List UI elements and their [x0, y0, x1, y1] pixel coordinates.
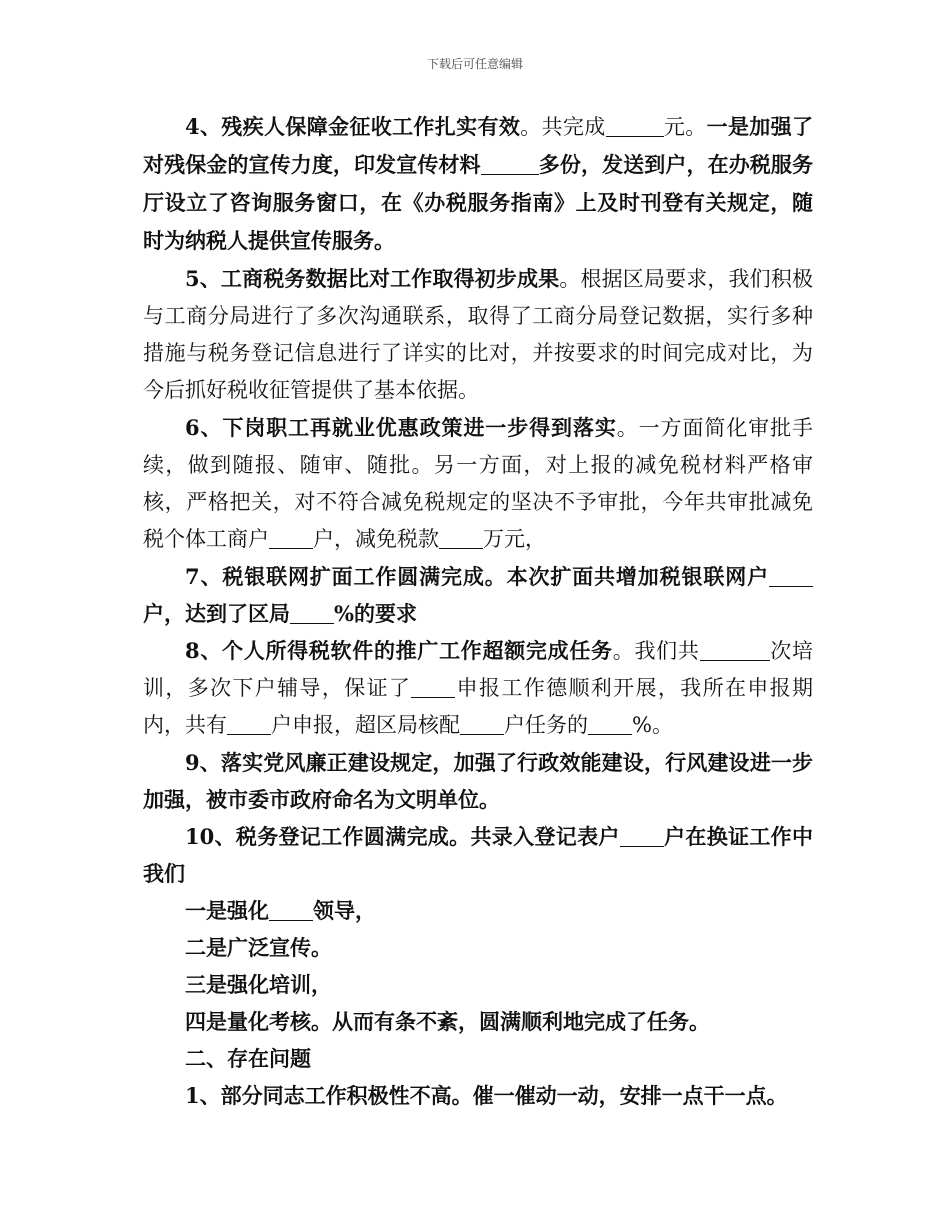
blank-field [269, 527, 313, 549]
blank-field [700, 639, 770, 661]
list-item-3: 三是强化培训， [185, 972, 332, 997]
blank-field [481, 153, 539, 175]
paragraph-6-lead: 6、下岗职工再就业优惠政策进一步得到落实 [185, 415, 617, 440]
paragraph-8-text-6: %。 [632, 713, 673, 737]
paragraph-4 [143, 108, 813, 260]
blank-field [439, 527, 483, 549]
list-item-2: 二是广泛宣传。 [185, 935, 332, 960]
paragraph-4-text-2: 元。 [663, 115, 707, 139]
list-item-1-text-b: 领导， [313, 898, 376, 923]
page-header: 下载后可任意编辑 [426, 57, 523, 71]
paragraph-9: 9、落实党风廉正建设规定，加强了行政效能建设，行风建设进一步加强，被市委市政府命名为文明单位。 [143, 750, 813, 812]
paragraph-10-text-1: 10、税务登记工作圆满完成。共录入登记表户 [185, 824, 620, 849]
document-body [143, 108, 813, 1114]
blank-field [411, 676, 455, 698]
paragraph-7-text-1: 7、税银联网扩面工作圆满完成。本次扩面共增加税银联网户 [185, 564, 769, 589]
paragraph-8-text-1: 。我们共 [612, 639, 700, 663]
paragraph-4-lead: 4、残疾人保障金征收工作扎实有效 [185, 114, 521, 139]
paragraph-6 [143, 409, 813, 558]
paragraph-4-text-1: 。共完成 [520, 115, 606, 139]
paragraph-7-text-3: %的要求 [334, 601, 417, 626]
section-heading-problems: 二、存在问题 [185, 1046, 311, 1071]
paragraph-4-text-4: 多份，发送到户，在办税服务厅设立了咨询服务窗口，在《办税服务指南》上及时刊登有关规定，随时为纳税人提供宣传服务。 [143, 152, 814, 253]
paragraph-5-lead: 5、工商税务数据比对工作取得初步成果 [185, 266, 560, 291]
list-item-1-text-a: 一是强化 [185, 898, 269, 923]
blank-field [290, 602, 334, 624]
paragraph-10 [143, 818, 813, 892]
paragraph-4-text-3: 一是加强了对残保金的宣传力度，印发宣传材料 [143, 114, 813, 177]
blank-field [606, 115, 664, 137]
list-item-1 [143, 892, 813, 929]
paragraph-6-text-1: 。一方面简化审批手续，做到随报、随审、随批。另一方面，对上报的减免税材料严格审核，严格把关，对不符合减免税规定的坚决不予审批，今年共审批减免税个体工商户 [143, 416, 813, 551]
paragraph-6-text-3: 万元， [483, 527, 546, 551]
paragraph-8-text-4: 户申报，超区局核配 [271, 713, 460, 737]
paragraph-8-text-2: 次培训，多次下户辅导，保证了 [143, 639, 813, 700]
problem-item-1: 1、部分同志工作积极性不高。催一催动一动，安排一点干一点。 [185, 1083, 788, 1108]
paragraph-7 [143, 558, 813, 632]
blank-field [769, 565, 813, 587]
list-item-4: 四是量化考核。从而有条不紊，圆满顺利地完成了任务。 [185, 1009, 710, 1034]
blank-field [460, 713, 504, 735]
paragraph-10-text-2: 户在换证工作中我们 [143, 824, 813, 886]
paragraph-6-text-2: 户，减免税款 [313, 527, 439, 551]
blank-field [588, 713, 632, 735]
paragraph-8-text-3: 申报工作德顺利开展，我所在申报期内，共有 [143, 676, 814, 737]
paragraph-8-lead: 8、个人所得税软件的推广工作超额完成任务 [185, 638, 613, 663]
paragraph-5 [143, 260, 813, 409]
paragraph-7-text-2: 户，达到了区局 [143, 601, 290, 626]
paragraph-5-text: 。根据区局要求，我们积极与工商分局进行了多次沟通联系，取得了工商分局登记数据，实行多种措施与税务登记信息进行了详实的比对，并按要求的时间完成对比，为今后抓好税收征管提供了基本依据。 [143, 267, 813, 402]
paragraph-8 [143, 632, 813, 744]
blank-field [269, 899, 313, 921]
blank-field [620, 825, 664, 847]
blank-field [227, 713, 271, 735]
paragraph-8-text-5: 户任务的 [504, 713, 588, 737]
